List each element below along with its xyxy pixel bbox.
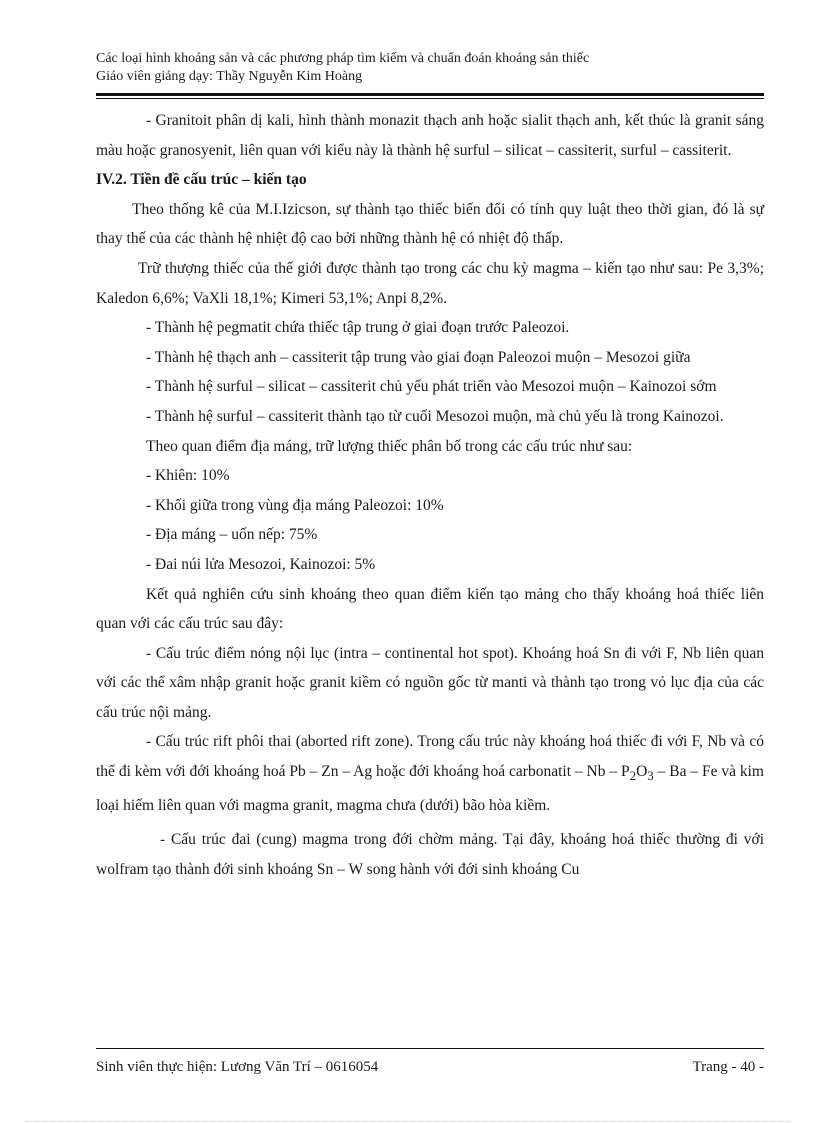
subscript: 3	[647, 768, 654, 784]
paragraph: Kết quả nghiên cứu sinh khoáng theo quan điểm kiến tạo mảng cho thấy khoáng hoá thiếc liên quan với các cấu trúc sau đây:	[96, 585, 764, 633]
paragraph: - Thành hệ thạch anh – cassiterit tập trung vào giai đoạn Paleozoi muộn – Mesozoi giữa	[146, 348, 691, 366]
paragraph: Theo quan điểm địa máng, trữ lượng thiếc phân bố trong các cấu trúc như sau:	[146, 437, 633, 455]
paragraph: - Thành hệ surful – cassiterit thành tạo từ cuối Mesozoi muộn, mà chủ yếu là trong Kainozoi.	[146, 407, 724, 425]
page-body	[96, 106, 764, 885]
paragraph	[96, 727, 764, 820]
document-title: Các loại hình khoáng sản và các phương pháp tìm kiếm và chuẩn đoán khoáng sản thiếc	[96, 51, 590, 66]
paragraph: Theo thống kê của M.I.Izicson, sự thành tạo thiếc biến đổi có tính quy luật theo thời gian, đó là sự thay thế của các thành hệ nhiệt độ cao bởi những thành hệ có nhiệt độ thấp.	[96, 200, 764, 248]
page-edge	[26, 1121, 790, 1122]
paragraph-text: - Cấu trúc rift phôi thai (aborted rift zone). Trong cấu trúc này khoáng hoá thiếc đi với F, Nb và có thể đi kèm với đới khoáng hoá Pb – Zn – Ag hoặc đới khoáng hoá carbonatit – Nb – P	[96, 733, 764, 781]
paragraph: - Cấu trúc điểm nóng nội lục (intra – continental hot spot). Khoáng hoá Sn đi với F, Nb liên quan với các thể xâm nhập granit hoặc granit kiềm có nguồn gốc từ manti và thành tạo trong vỏ lục địa của các cấu trúc nội mảng.	[96, 644, 764, 721]
list-item: - Khối giữa trong vùng địa máng Paleozoi: 10%	[146, 496, 444, 514]
list-item: - Đai núi lửa Mesozoi, Kainozoi: 5%	[146, 555, 376, 573]
paragraph: - Granitoit phân dị kali, hình thành monazit thạch anh hoặc sialit thạch anh, kết thúc là granit sáng màu hoặc granosyenit, liên quan với kiểu này là thành hệ surful – silicat – cassiterit, surful – cassiterit.	[96, 112, 764, 159]
paragraph-text: – Ba – Fe và kim loại hiếm liên quan với magma granit, magma chưa (dưới) bão hòa kiềm.	[96, 763, 764, 814]
paragraph: Trữ thượng thiếc của thế giới được thành tạo trong các chu kỳ magma – kiến tạo như sau: Pe 3,3%; Kaledon 6,6%; VaXli 18,1%; Kimeri 53,1%; Anpi 8,2%.	[96, 259, 764, 307]
list-item: - Khiên: 10%	[146, 467, 230, 485]
page-number: Trang - 40 -	[692, 1059, 764, 1075]
header-rule-thin	[96, 98, 764, 99]
paragraph-text: O	[636, 763, 648, 781]
paragraph: - Thành hệ surful – silicat – cassiterit chủ yếu phát triển vào Mesozoi muộn – Kainozoi sớm	[146, 378, 717, 396]
paragraph: - Thành hệ pegmatit chứa thiếc tập trung ở giai đoạn trước Paleozoi.	[146, 319, 570, 337]
footer-rule	[96, 1048, 764, 1049]
header-rule-thick	[96, 93, 764, 96]
subscript: 2	[629, 768, 637, 784]
teacher-line: Giáo viên giảng dạy: Thầy Nguyễn Kim Hoàng	[96, 69, 363, 84]
section-heading: IV.2. Tiền đề cấu trúc – kiến tạo	[96, 171, 307, 189]
student-info: Sinh viên thực hiện: Lương Văn Trí – 0616054	[96, 1059, 379, 1075]
paragraph: - Cấu trúc đai (cung) magma trong đới chờm mảng. Tại đây, khoáng hoá thiếc thường đi với wolfram tạo thành đới sinh khoáng Sn – W song hành với đới sinh khoáng Cu	[96, 831, 764, 878]
page-header	[96, 50, 764, 86]
list-item: - Địa máng – uốn nếp: 75%	[146, 526, 318, 544]
